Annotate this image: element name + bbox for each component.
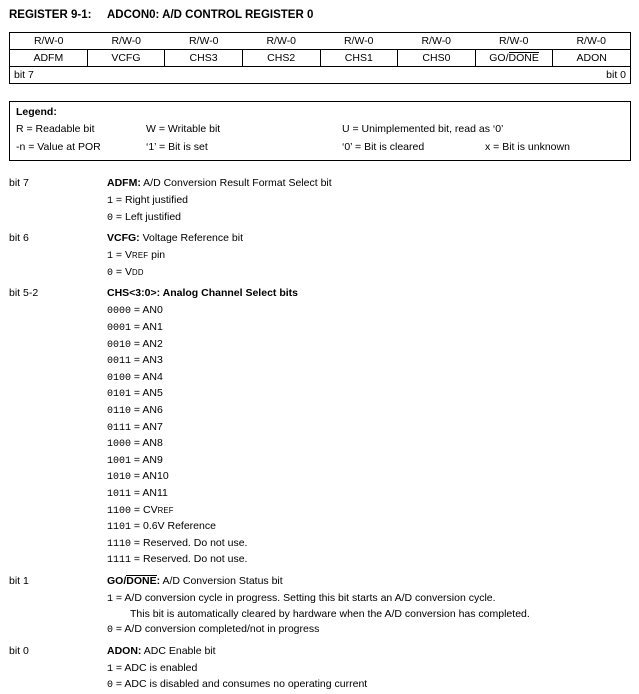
text-segment: 0 bbox=[107, 267, 114, 279]
bit-name-cell bbox=[476, 50, 554, 66]
text-segment: 0100 bbox=[107, 372, 132, 384]
text-segment: ADON: bbox=[107, 644, 142, 657]
legend-row-1 bbox=[16, 120, 630, 138]
bit-value-line bbox=[107, 248, 631, 265]
text-segment: 1 bbox=[107, 663, 114, 675]
bit-name-cell bbox=[88, 50, 166, 66]
text-segment: 1110 bbox=[107, 538, 132, 550]
text-segment: DD bbox=[132, 267, 144, 277]
table-access-row bbox=[10, 33, 630, 50]
bit-heading bbox=[107, 231, 631, 246]
text-segment: = AN5 bbox=[131, 387, 163, 400]
bit-value-line bbox=[107, 591, 631, 608]
bit-number-label: bit 0 bbox=[9, 644, 29, 657]
bit-description-content bbox=[107, 231, 631, 281]
bit-name-cell bbox=[553, 50, 630, 66]
bit-name-cell bbox=[321, 50, 399, 66]
text-segment: 1 bbox=[107, 593, 114, 605]
register-bit-table bbox=[9, 32, 631, 84]
bit-description-content bbox=[107, 286, 631, 569]
text-segment: = AN11 bbox=[131, 486, 168, 499]
text-segment: = A/D conversion cycle in progress. Setting this bit starts an A/D conversion cycle. bbox=[113, 591, 496, 604]
text-segment: 0011 bbox=[107, 356, 132, 368]
text-segment: = AN4 bbox=[131, 370, 163, 383]
text-segment: : bbox=[156, 574, 161, 587]
bit-value-line bbox=[107, 370, 631, 387]
bit-value-line bbox=[107, 519, 631, 536]
text-segment: Voltage Reference bit bbox=[139, 232, 243, 245]
legend-row-2 bbox=[16, 138, 630, 156]
text-segment: 0101 bbox=[107, 389, 132, 401]
table-bit-range-row bbox=[10, 67, 630, 83]
bit-value-line bbox=[107, 503, 631, 520]
access-type-cell: R/W-0 bbox=[266, 35, 297, 47]
bit-value-line bbox=[107, 607, 631, 622]
bit-value-line bbox=[107, 453, 631, 470]
text-segment: 1000 bbox=[107, 439, 132, 451]
access-type-cell: R/W-0 bbox=[576, 35, 607, 47]
table-bit-names-row bbox=[10, 50, 630, 67]
bit-value-line bbox=[107, 386, 631, 403]
text-segment: = AN3 bbox=[131, 354, 163, 367]
text-segment: = ADC is disabled and consumes no operating current bbox=[113, 678, 368, 691]
text-segment: 1 bbox=[107, 196, 114, 207]
bit-name-cell bbox=[165, 50, 243, 66]
bit-descriptions bbox=[9, 176, 631, 694]
bit-value-line bbox=[107, 436, 631, 453]
bit-value-line bbox=[107, 303, 631, 320]
bit-value-line bbox=[107, 677, 631, 694]
text-segment: 0 bbox=[107, 625, 114, 637]
register-name-title: ADCON0: A/D CONTROL REGISTER 0 bbox=[107, 9, 314, 21]
bit-description-content bbox=[107, 176, 631, 226]
bit-value-line bbox=[107, 337, 631, 354]
text-segment: = AN10 bbox=[131, 470, 169, 483]
access-type-cell: R/W-0 bbox=[343, 35, 374, 47]
text-segment: 1100 bbox=[107, 505, 132, 517]
bit-value-line bbox=[107, 552, 631, 569]
legend-heading: Legend: bbox=[16, 106, 57, 118]
bit-description-block bbox=[9, 644, 631, 694]
bit-value-line bbox=[107, 193, 631, 210]
text-segment: = V bbox=[113, 249, 132, 262]
bit-value-line bbox=[107, 420, 631, 437]
bit-number-label: bit 5-2 bbox=[9, 287, 39, 300]
overlined-text: DONE bbox=[126, 574, 157, 587]
text-segment: 1101 bbox=[107, 522, 132, 534]
text-segment: ADC Enable bit bbox=[141, 644, 216, 657]
bit-value-line bbox=[107, 536, 631, 553]
legend-item: x = Bit is unknown bbox=[485, 141, 570, 153]
bit-description-block bbox=[9, 574, 631, 639]
text-segment: = AN0 bbox=[131, 304, 163, 317]
text-segment: 1011 bbox=[107, 488, 132, 500]
legend-item: -n = Value at POR bbox=[16, 141, 101, 153]
text-segment: = AN7 bbox=[131, 420, 163, 433]
text-segment: 0 bbox=[107, 212, 114, 224]
bit-heading bbox=[107, 286, 631, 301]
text-segment: ADFM: bbox=[107, 177, 141, 189]
legend-item: W = Writable bit bbox=[146, 123, 221, 135]
text-segment: 0010 bbox=[107, 339, 132, 351]
text-segment: = 0.6V Reference bbox=[131, 520, 216, 533]
text-segment: = AN9 bbox=[131, 453, 163, 466]
overlined-text: DONE bbox=[508, 51, 539, 64]
text-segment: CHS1 bbox=[344, 52, 373, 64]
text-segment: REF bbox=[157, 505, 174, 515]
text-segment: 1010 bbox=[107, 472, 132, 484]
bit-number-label: bit 7 bbox=[9, 177, 29, 189]
bit-value-line bbox=[107, 210, 631, 227]
legend-box bbox=[9, 101, 631, 161]
bit-value-line bbox=[107, 486, 631, 503]
bit-description-content bbox=[107, 644, 631, 694]
access-type-cell: R/W-0 bbox=[111, 35, 142, 47]
text-segment: = AN2 bbox=[131, 337, 163, 350]
text-segment: CHS<3:0>: Analog Channel Select bits bbox=[107, 287, 298, 300]
text-segment: GO/ bbox=[107, 574, 127, 587]
text-segment: = Left justified bbox=[113, 210, 182, 223]
text-segment: 0001 bbox=[107, 322, 132, 334]
bit-value-line bbox=[107, 320, 631, 337]
text-segment: CHS3 bbox=[189, 52, 218, 64]
bit-description-block bbox=[9, 231, 631, 281]
text-segment: GO/ bbox=[489, 52, 509, 64]
access-type-cell: R/W-0 bbox=[188, 35, 219, 47]
text-segment: This bit is automatically cleared by hardware when the A/D conversion has completed. bbox=[130, 608, 530, 621]
bit-description-content bbox=[107, 574, 631, 639]
text-segment: CHS2 bbox=[267, 52, 296, 64]
bit-description-block bbox=[9, 176, 631, 226]
text-segment: = Reserved. Do not use. bbox=[131, 553, 248, 566]
bit-value-line bbox=[107, 622, 631, 639]
text-segment: = AN6 bbox=[131, 403, 163, 416]
text-segment: = V bbox=[113, 265, 132, 278]
bit7-range-label: bit 7 bbox=[14, 69, 34, 81]
legend-item: ‘0’ = Bit is cleared bbox=[342, 141, 425, 153]
register-title bbox=[9, 9, 631, 21]
text-segment: = CV bbox=[131, 503, 158, 516]
bit-value-line bbox=[107, 661, 631, 678]
text-segment: 0111 bbox=[107, 422, 132, 434]
bit-name-cell bbox=[243, 50, 321, 66]
text-segment: = AN1 bbox=[131, 320, 163, 333]
legend-item: R = Readable bit bbox=[16, 123, 95, 135]
text-segment: 1001 bbox=[107, 455, 132, 467]
text-segment: = ADC is enabled bbox=[113, 661, 198, 674]
text-segment: VCFG bbox=[111, 52, 141, 64]
bit-value-line bbox=[107, 353, 631, 370]
bit-value-line bbox=[107, 469, 631, 486]
text-segment: A/D Conversion Result Format Select bit bbox=[140, 177, 332, 189]
text-segment: CHS0 bbox=[422, 52, 451, 64]
text-segment: A/D Conversion Status bit bbox=[160, 574, 283, 587]
access-type-cell: R/W-0 bbox=[33, 35, 64, 47]
text-segment: = Right justified bbox=[113, 194, 189, 206]
bit-description-block bbox=[9, 286, 631, 569]
text-segment: 0000 bbox=[107, 306, 132, 318]
bit-number-label: bit 6 bbox=[9, 232, 29, 245]
text-segment: = AN8 bbox=[131, 437, 163, 450]
bit-name-cell bbox=[398, 50, 476, 66]
legend-item: ‘1’ = Bit is set bbox=[146, 141, 208, 153]
bit-heading bbox=[107, 176, 631, 191]
text-segment: = Reserved. Do not use. bbox=[131, 536, 248, 549]
text-segment: = A/D conversion completed/not in progress bbox=[113, 623, 320, 636]
legend-item: U = Unimplemented bit, read as ‘0’ bbox=[342, 123, 504, 135]
text-segment: pin bbox=[148, 249, 166, 262]
text-segment: 1111 bbox=[107, 555, 132, 567]
text-segment: 1 bbox=[107, 251, 114, 263]
text-segment: VCFG: bbox=[107, 232, 140, 245]
bit-value-line bbox=[107, 265, 631, 282]
text-segment: 0110 bbox=[107, 405, 132, 417]
text-segment: ADFM bbox=[33, 52, 64, 64]
bit0-range-label: bit 0 bbox=[606, 69, 626, 81]
register-number-label: REGISTER 9-1: bbox=[9, 9, 92, 21]
access-type-cell: R/W-0 bbox=[421, 35, 452, 47]
bit-heading bbox=[107, 574, 631, 589]
bit-name-cell bbox=[10, 50, 88, 66]
bit-value-line bbox=[107, 403, 631, 420]
text-segment: ADON bbox=[576, 52, 607, 64]
access-type-cell: R/W-0 bbox=[498, 35, 529, 47]
bit-number-label: bit 1 bbox=[9, 574, 29, 587]
text-segment: REF bbox=[132, 251, 149, 261]
text-segment: 0 bbox=[107, 680, 114, 692]
bit-heading bbox=[107, 644, 631, 659]
